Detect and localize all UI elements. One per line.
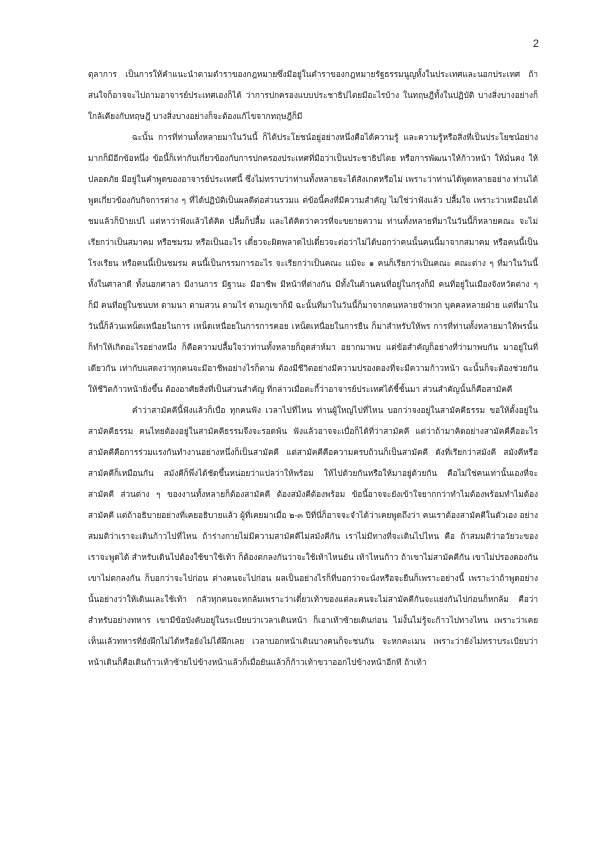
paragraph-1: ตุลาการ เป็นการให้คำแนะนำตามตำราของกฎหมายซึ่งมีอยู่ในตำราของกฎหมายรัฐธรรมนูญทั้งในประเทศและนอกประเทศ ถ้าสนใจก็อาจจะไปถามอาจารย์ประเทศเองก็ได้ ว่าการปกครองแบบประชาธิปไตยมีอะไรบ้าง ในทฤษฎีทั้งในปฏิบัติ บางสิ่งบางอย่างก็ใกล้เคียงกับทฤษฎี บางสิ่งบางอย่างก็จะต้องแก้ไขจากทฤษฎีก็มี (88, 69, 538, 121)
paragraph-2: ฉะนั้น การที่ท่านทั้งหลายมาในวันนี้ ก็ได้ประโยชน์อยู่อย่างหนึ่งคือได้ความรู้ และความรู้หรือสิ่งที่เป็นประโยชน์อย่างมากก็มีอีกข้อหนึ่ง ข้อนี้ก็เท่ากับเกี่ยวข้องกับการปกครองประเทศที่มีอว่าเป็นประชาธิปไตย หรือการพัฒนาให้ก้าวหน้า ให้มั่นคง ให้ปลอดภัย มีอยู่ในคำพูดของอาจารย์ประเทศนี้ ซึ่งไม่ทราบว่าท่านทั้งหลายจะได้สังเกตหรือไม่ เพราะว่าท่านได้พูดหลายอย่าง ท่านได้พูดเกี่ยวข้องกับกิจการต่าง ๆ ที่ได้ปฏิบัติเป็นผลดีต่อส่วนรวมแ ต่ข้อนี้คงที่มีความสำคัญ ไม่ใช่ว่าฟังแล้ว ปลื้มใจ เพราะว่าเหมือนได้ชมแล้วก็ป้ายเปไ แต่หาว่าฟังแล้วได้คิด ปลื้มก็ปลื้ม และได้คิดว่าควรที่จะขยายความ ท่านทั้งหลายที่มาในวันนี้ก็หลายคณะ จะไม่เรียกว่าเป็นสมาคม หรือชมรม หรือเป็นอะไร เดี๋ยวจะผิดพลาดไปเดี๋ยวจะต่อว่าไม่ได้บอกว่าคนนั้นคนนี้มาจากสมาคม หรือคนนี้เป็นโรงเรียน หรือคนนี้เป็นชมรม คนนี้เป็นกรรมการอะไร จะเรียกว่าเป็นคณะ แม้จะ ๑ คนก็เรียกว่าเป็นคณะ คณะต่าง ๆ ที่มาในวันนี้ ทั้งในศาลาดี ทั้งนอกศาลา มีงานการ มีฐานะ มีอาชีพ มีหน้าที่ต่างกัน มีทั้งในด้านคนที่อยู่ในกรุงก็มี คนที่อยู่ในเมืองจังหวัดต่าง ๆ ก็มี คนที่อยู่ในชนบท ตามนา ตามสวน ตามไร่ ตามภูเขาก็มี ฉะนั้นที่มาในวันนี้ก็มาจากคนหลายจำพวก บุคคลหลายฝ่าย แต่ที่มาในวันนี้ก็ล้วนเหน็ดเหนื่อยในการ เหน็ดเหนื่อยในการการคอย เหน็ดเหนื่อยในการยืน ก็มาสำหรับให้พร การที่ท่านทั้งหลายมาให้พรนั้น ก็ทำให้เกิดอะไรอย่างหนึ่ง ก็คือความปลื้มใจว่าท่านทั้งหลายก็อุตส่าห์มา อยากมาพบ แต่ข้อสำคัญก็อย่างที่ว่ามาพบกัน มาอยู่ในที่เดียวกัน เท่ากับแสดงว่าทุกคนจะมีอาชีพอย่างไรก็ตาม ต้องมีชีวิตอย่างมีความปรองดองที่จะมีความก้าวหน้า ฉะนั้นก็จะต้องช่วยกันให้ชีวิตก้าวหน้ายิ่งขึ้น ต้องอาศัยสิ่งที่เป็นส่วนสำคัญ ที่กล่าวเมื่อตะกี้ว่าอาจารย์ประเทศได้ชี้ชั้นมา ส่วนสำคัญนั้นก็คือสามัคคี (88, 132, 538, 394)
paragraph-3: คำว่าสามัคคีนี้ฟังแล้วก็เบื่อ ทุกคนฟัง เวลาไปที่ไหน ท่านผู้ใหญ่ไปที่ไหน บอกว่าจงอยู่ในสามัคคีธรรม ขอให้ตั้งอยู่ในสามัคคีธรรม คนไทยต้องอยู่ในสามัคคีธรรมจึงจะรอดพ้น ฟังแล้วอาจจะเบื่อก็ได้ที่ว่าสามัคคี แต่ว่าถ้ามาคิดอย่างสามัคคีคืออะไร สามัคคีคือการร่วมแรงกันทำงานอย่างหนึ่งก็เป็นสามัคคี แต่สามัคคีคือความครบถ้วนก็เป็นสามัคคี ดังที่เรียกว่าสมังคี สมังคีหรือสามัคคีก็เหมือนกัน สมังคีก็พึ่งได้ชัดขึ้นหน่อยว่าแปลว่าให้พร้อม ให้ไปด้วยกันหรือให้มาอยู่ด้วยกัน คือไม่ใช่คนเท่านั้นเองที่จะสามัคคี ส่วนต่าง ๆ ของงานทั้งหลายก็ต้องสามัคคี ต้องสมังคีต้องพร้อม ข้อนี้อาจจะยังเข้าใจยากกว่าทำไมต้องพร้อมทำไมต้องสามัคคี แต่ถ้าอธิบายอย่างที่เคยอธิบายแล้ว ผู้ที่เคยมาเมื่อ ๒-๓ ปีที่นี่ก็อาจจะจำได้ว่าเคยพูดถึงว่า คนเราต้องสามัคคีในตัวเอง อย่างสมมติว่าเราจะเดินก้าวไปที่ไหน ถ้าร่างกายไม่มีความสามัคคีไม่สมังคีกัน เราไม่มีทางที่จะเดินไปไหน คือ ถ้าสมมติว่าอวัยวะของเราจะพูดได้ สำหรับเดินไปต้องใช้ขาใช้เท้า ก็ต้องตกลงกันว่าจะใช้เท้าไหนยัน เท้าไหนก้าว ถ้าเขาไม่สามัคคีกัน เขาไม่ปรองดองกัน เขาไม่ตกลงกัน ก็บอกว่าจะไปก่อน ต่างคนจะไปก่อน ผลเป็นอย่างไรก็ที่บอกว่าจะนั่งหรือจะยืนก็เพราะอย่างนี้ เพราะว่าถ้าพูดอย่างนั้นอย่างว่าให้เดินและใช้เท้า กลัวทุกคนจะหกล้มเพราะว่าเดี๋ยวเท้าของแต่ละคนจะไม่สามัคคีกันจะแย่งกันไปก่อนก็หกล้ม คือว่าสำหรับอย่างทหาร เขามีข้อบังคับอยู่ในระเบียบว่าเวลาเดินหน้า ก็เอาเท้าซ้ายเดินก่อน ไม่งั้นไม่รู้จะก้าวไปทางไหน เพราะว่าเคยเห็นแล้วทหารที่ยังฝึกไม่ได้หรือยังไม่ได้ฝึกเลย เวลาบอกหน้าเดินบางคนก็จะชนกัน จะหกคะเมน เพราะว่ายังไม่ทราบระเบียบว่า หน้าเดินก็คือเดินก้าวเท้าซ้ายไปข้างหน้าแล้วก็เมื่อยันแล้วก็ก้าวเท้าขวาออกไปข้างหน้าอีกที ถ้าเท้า (88, 405, 538, 667)
page-number: 2 (532, 38, 539, 50)
document-body (88, 64, 538, 822)
